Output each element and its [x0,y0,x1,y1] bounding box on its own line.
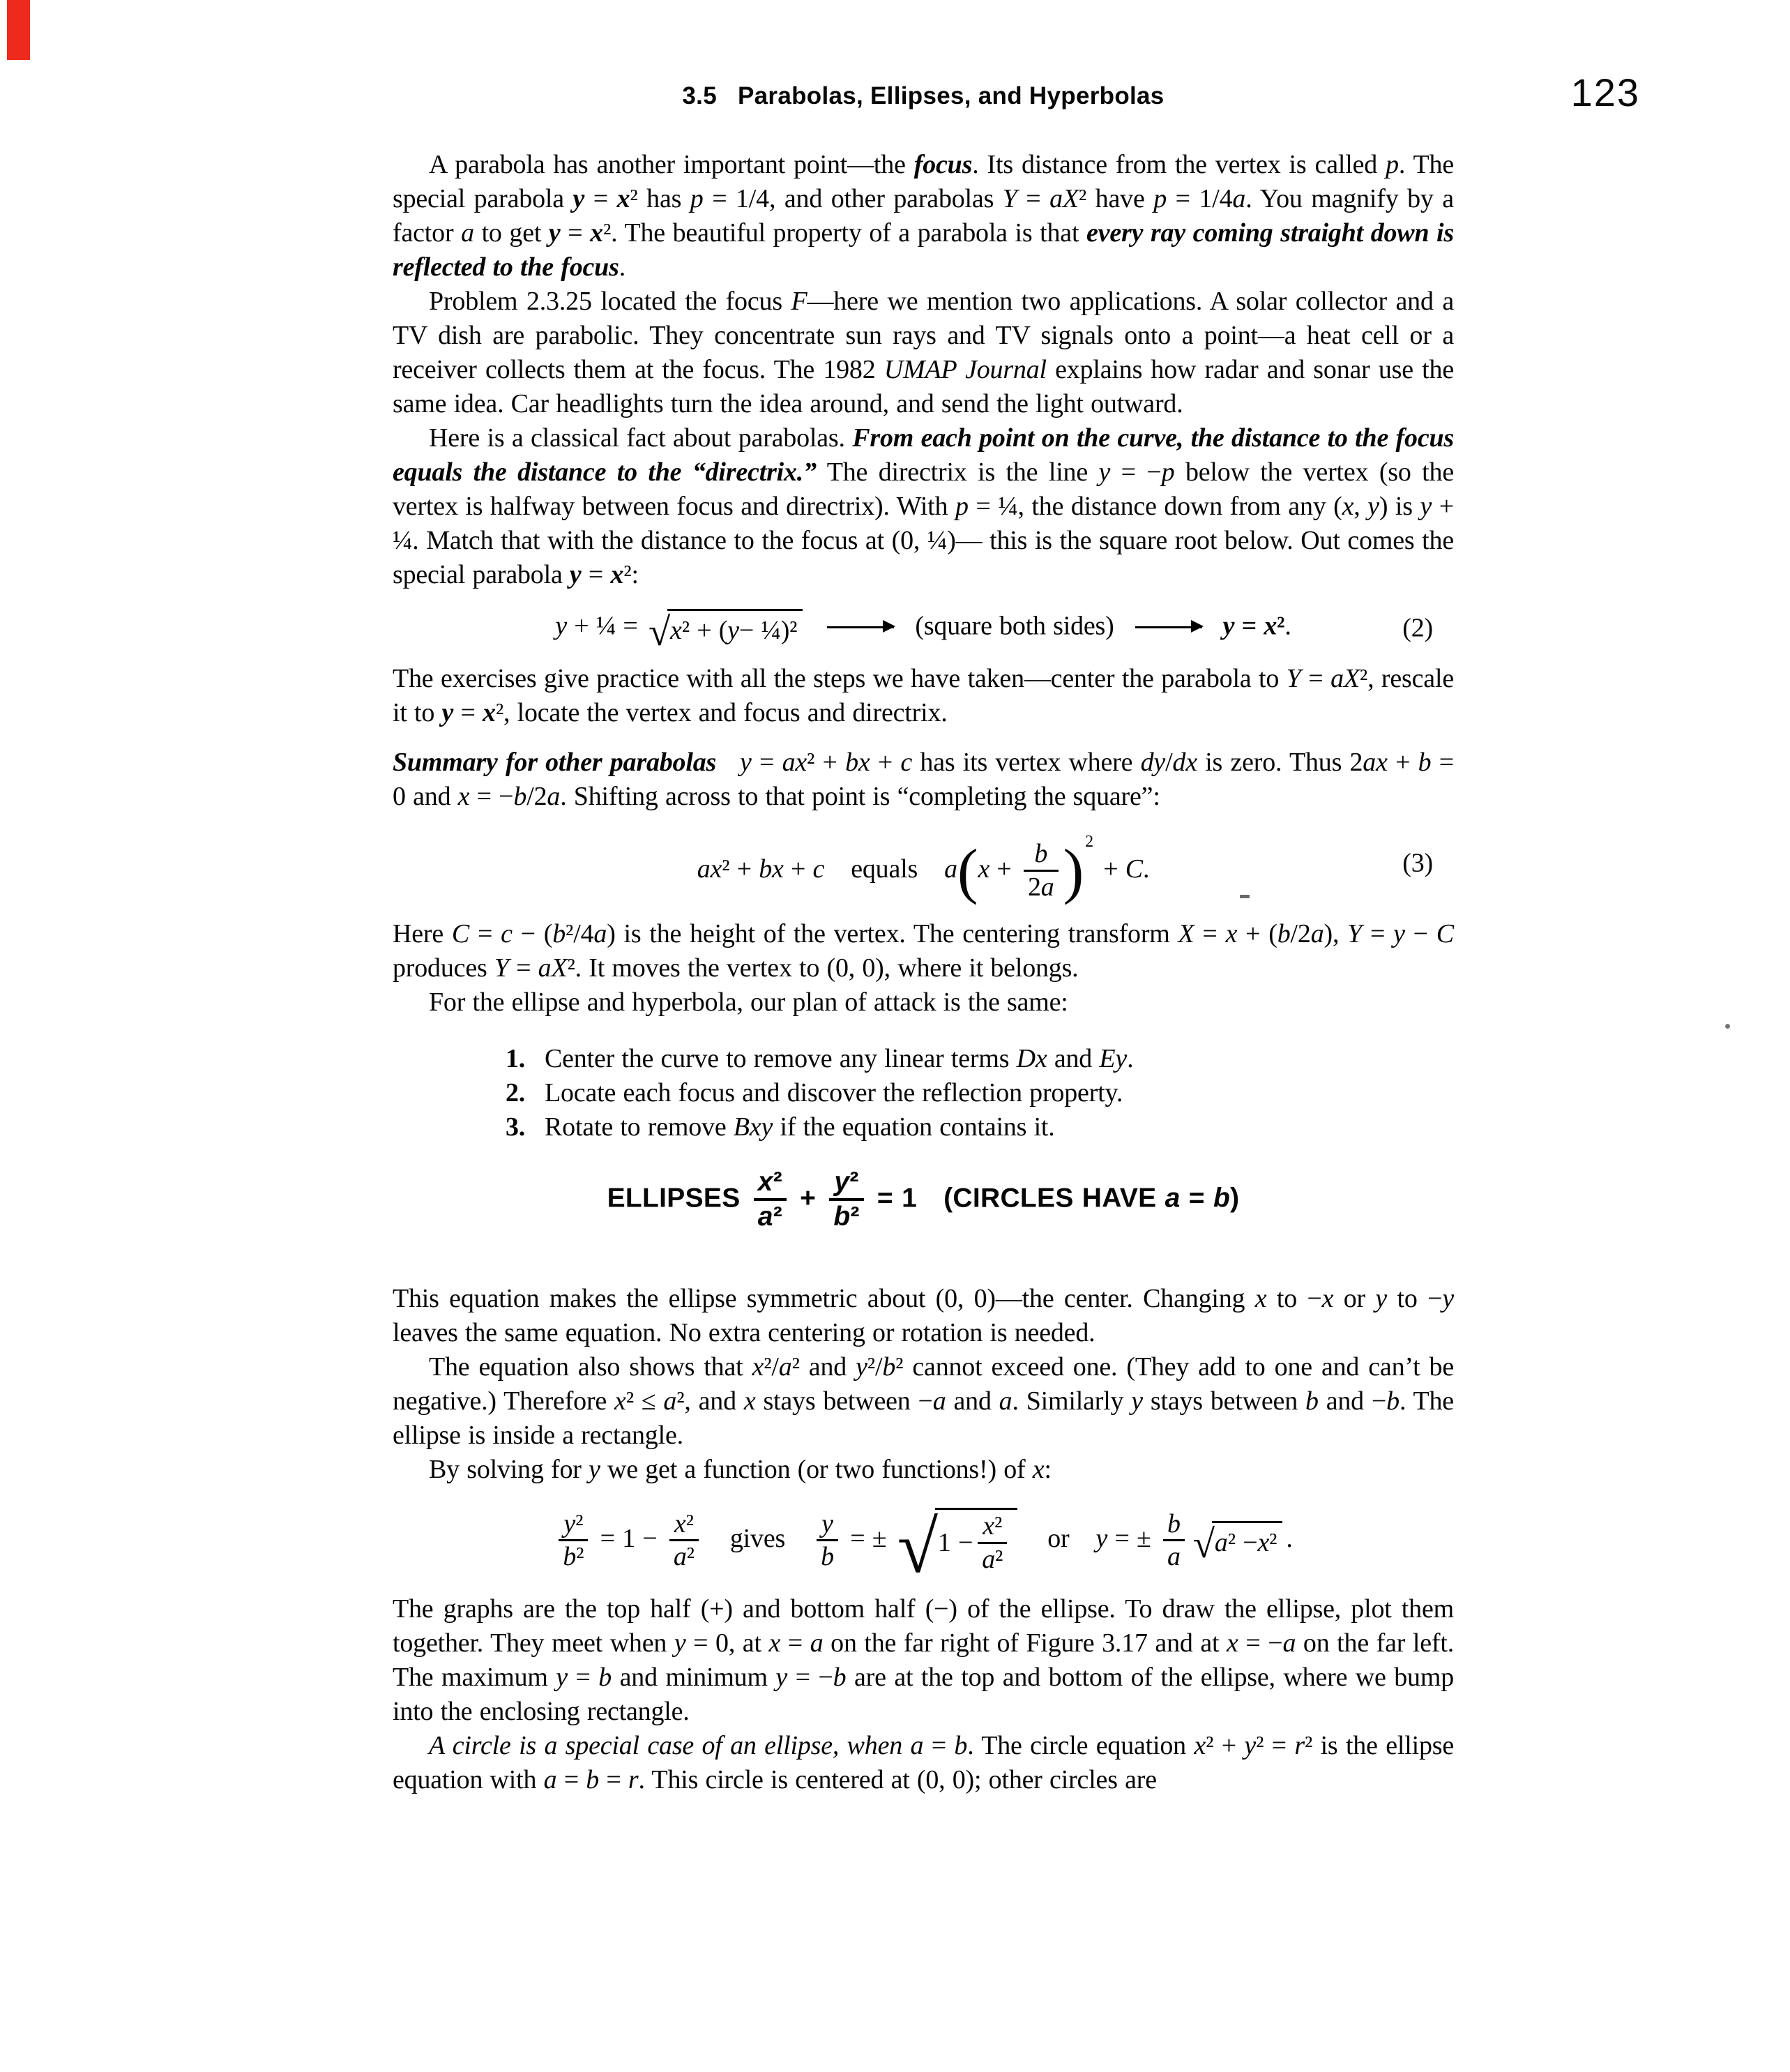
scan-speck [1240,895,1250,898]
equation-2-body: y + ¼ = √ x ² + ( y − ¼)² (square both sides) y = x². [555,610,1291,654]
equation-ellipse-halves [393,1506,1454,1589]
list-item-number: 3. [506,1112,526,1142]
section-title: Parabolas, Ellipses, and Hyperbolas [737,82,1165,109]
equation-2-number: (2) [1402,613,1433,643]
list-item-number: 1. [506,1044,526,1074]
para-graphs: The graphs are the top half (+) and bottom half (−) of the ellipse. To draw the ellipse, plot them together. They meet when y = 0, at x = a on the far right of Figure 3.17 and at x = −a on the far left. The maximum y = b and minimum y = −b are at the top and bottom of the ellipse, where we bump into the enclosing rectangle. [393,1594,1454,1726]
equation-3-body: ax² + bx + c equals a(x + $\frac{b}{2a}$ )2 + C. [697,833,1150,906]
para-summary-parabolas: Summary for other parabolas y = ax² + bx + c has its vertex where dy/dx is zero. Thus 2ax + b = 0 and x = −b/2a. Shifting across to that point is “completing the square”: [393,748,1454,811]
para-symmetry: This equation makes the ellipse symmetric about (0, 0)—the center. Changing x to −x or y to −y leaves the same equation. No extra centering or rotation is needed. [393,1284,1454,1348]
para-bounds: The equation also shows that x²/a² and y²/b² cannot exceed one. (They add to one and can’t be negative.) Therefore x² ≤ a², and x stays between −a and a. Similarly y stays between b and −b. The ellipse is inside a rectangle. [393,1352,1455,1451]
list-item [506,1110,1454,1144]
list-item-text: Center the curve to remove any linear terms Dx and Ey. [545,1044,1134,1074]
ellipse-equation-body: ELLIPSES $\frac{\text{x²}}{\text{a²}}$ + $\frac{\text{y²}}{\text{b²}}$ = 1 (CIRCLES HAVE a = b) [607,1167,1240,1232]
step-list [393,1042,1454,1144]
equation-ellipse-halves-body: $\frac{\text{y²}}{\text{b²}}$ = 1 − $\frac{\text{x²}}{\text{a²}}$ gives $\frac{y}{b}$ = ± √ 1 − x² a² or y = ± $\frac{b}{a}$ √ a ² − x ² . [554,1508,1292,1574]
list-item-number: 2. [506,1078,526,1108]
list-item-text: Locate each focus and discover the reflection property. [545,1078,1123,1108]
para-classical-fact: Here is a classical fact about parabolas. From each point on the curve, the distance to the focus equals the distance to the “directrix.” The directrix is the line y = −p below the vertex (so the vertex is halfway between focus and directrix). With p = ¼, the distance down from any (x, y) is y + ¼. Match that with the distance to the focus at (0, ¼)— this is the square root below. Out comes the special parabola y = x²: [393,423,1455,589]
scan-speck [1725,1024,1730,1029]
section-number: 3.5 [682,82,717,109]
ellipse-equation-display [393,1168,1454,1232]
section-heading [393,82,1454,110]
text-column [393,148,1454,1797]
list-item [506,1042,1454,1076]
list-item-text: Rotate to remove Bxy if the equation contains it. [545,1112,1055,1142]
para-exercises: The exercises give practice with all the steps we have taken—center the parabola to Y = aX², rescale it to y = x², locate the vertex and focus and directrix. [393,664,1454,727]
red-corner-mark [7,0,30,60]
list-item [506,1076,1454,1110]
para-applications: Problem 2.3.25 located the focus F—here we mention two applications. A solar collector and a TV dish are parabolic. They concentrate sun rays and TV signals onto a point—a heat cell or a receiver collects them at the focus. The 1982 UMAP Journal explains how radar and sonar use the same idea. Car headlights turn the idea around, and send the light outward. [393,287,1454,418]
para-circle-special-case: A circle is a special case of an ellipse, when a = b. The circle equation x² + y² = r² is the ellipse equation with a = b = r. This circle is centered at (0, 0); other circles are [393,1730,1454,1794]
equation-3-number: (3) [1402,848,1433,878]
page-number: 123 [1570,70,1640,114]
para-focus-intro: A parabola has another important point—the focus. Its distance from the vertex is called p. The special parabola y = x² has p = 1/4, and other parabolas Y = aX² have p = 1/4a. You magnify by a factor a to get y = x². The beautiful property of a parabola is that every ray coming straight down is reflected to the focus. [393,150,1455,282]
equation-3 [393,825,1454,906]
para-plan-of-attack: For the ellipse and hyperbola, our plan of attack is the same: [429,988,1068,1018]
equation-2 [393,609,1454,654]
para-solving-for-y: By solving for y we get a function (or two functions!) of x: [429,1455,1052,1485]
para-centering-transform: Here C = c − (b²/4a) is the height of the vertex. The centering transform X = x + (b/2a), Y = y − C produces Y = aX². It moves the vertex to (0, 0), where it belongs. [393,919,1454,983]
